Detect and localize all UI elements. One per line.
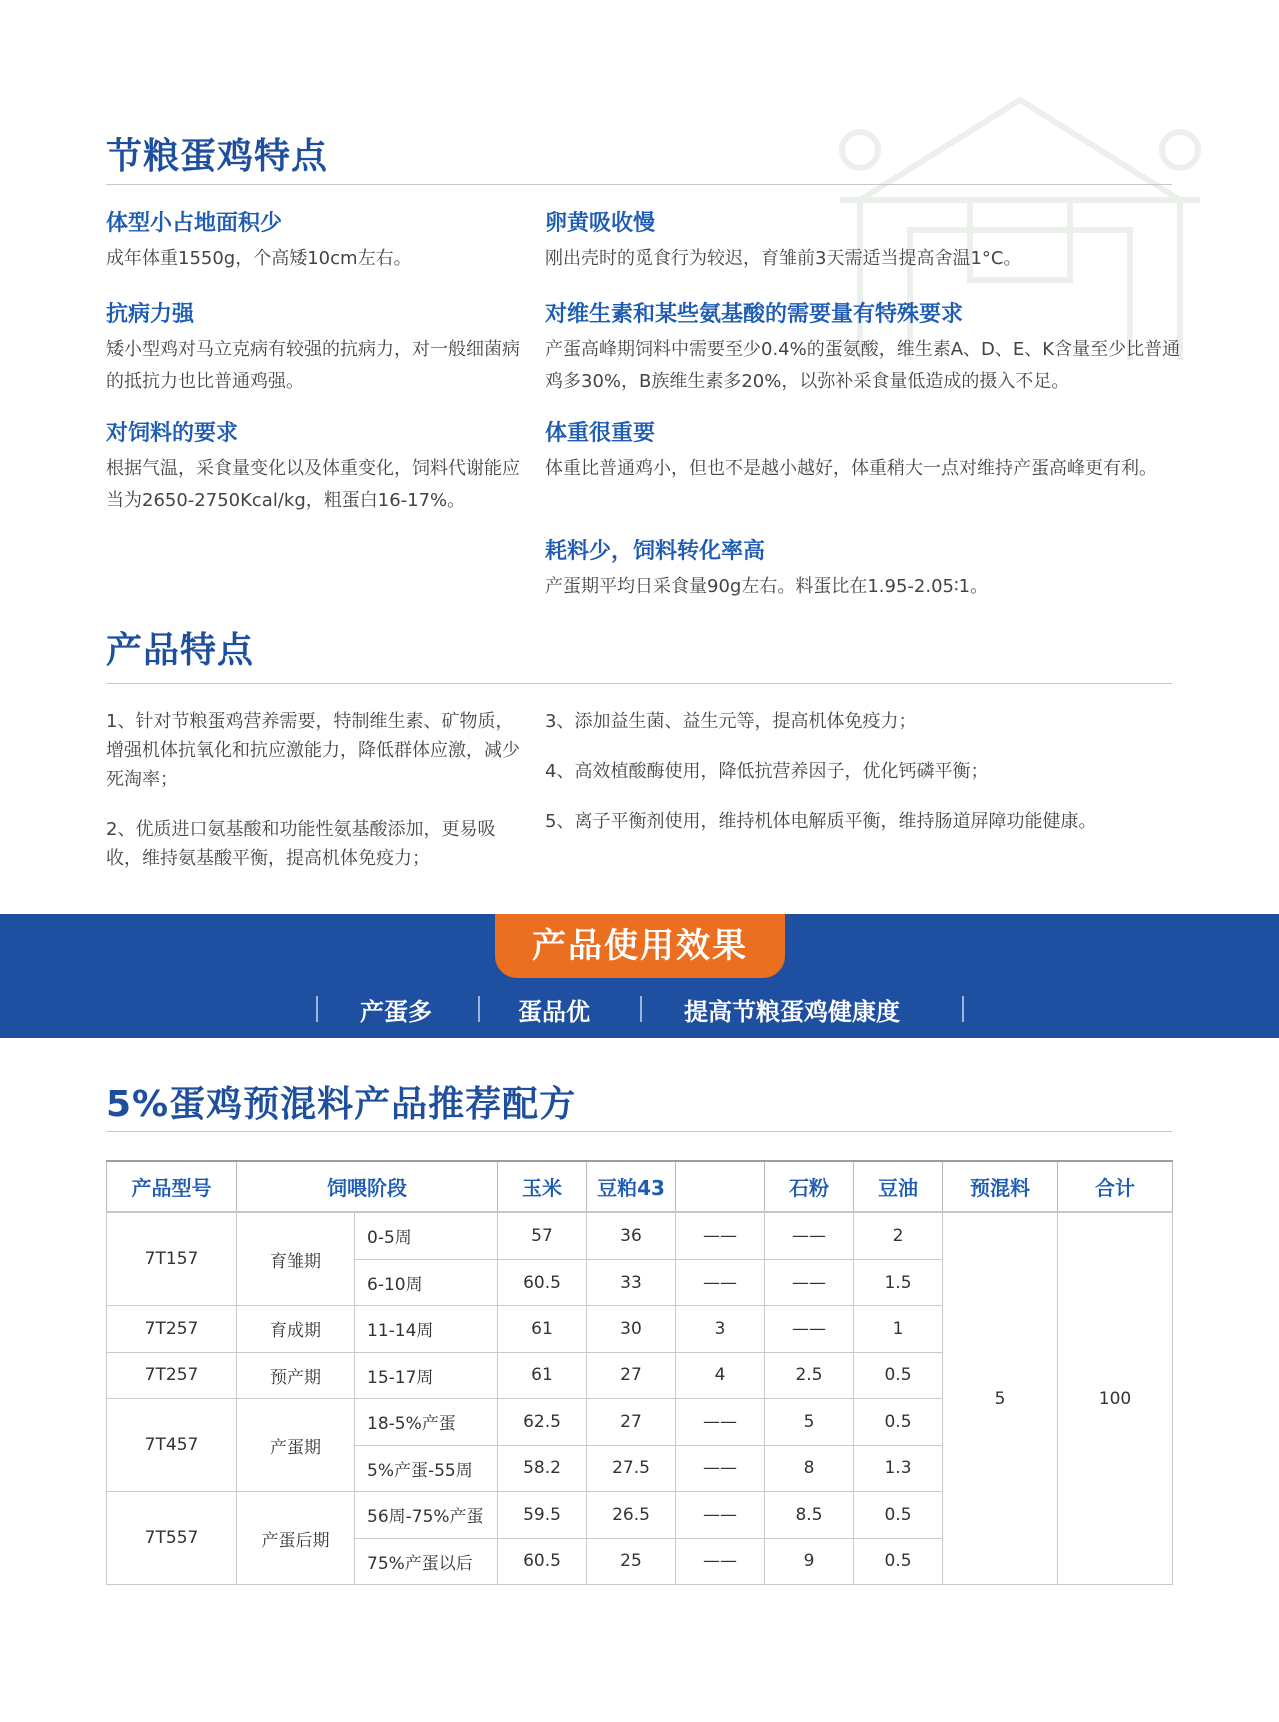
- separator: [316, 996, 318, 1022]
- corn-cell: 57: [498, 1212, 587, 1259]
- feature-heading: 体重很重要: [545, 421, 656, 446]
- section-title-formula: 5%蛋鸡预混料产品推荐配方: [106, 1084, 577, 1125]
- corn-cell: 60.5: [498, 1538, 587, 1585]
- product-feature-item: 5、离子平衡剂使用，维持机体电解质平衡，维持肠道屏障功能健康。: [545, 811, 1097, 832]
- corn-cell: 60.5: [498, 1259, 587, 1305]
- feature-block: [545, 297, 1185, 398]
- phase-cell: 产蛋后期: [237, 1492, 355, 1585]
- phase-cell: 育雏期: [237, 1212, 355, 1306]
- oil-cell: 0.5: [854, 1399, 943, 1445]
- oil-cell: 0.5: [854, 1352, 943, 1398]
- phase-cell: 育成期: [237, 1306, 355, 1352]
- soy-cell: 27: [587, 1352, 676, 1398]
- header-soybean-meal: 豆粕43: [587, 1161, 676, 1212]
- header-total: 合计: [1058, 1161, 1173, 1212]
- limestone-cell: 2.5: [765, 1352, 854, 1398]
- limestone-cell: ——: [765, 1212, 854, 1259]
- corn-cell: 61: [498, 1352, 587, 1398]
- formula-table: [106, 1160, 1173, 1585]
- model-cell: 7T257: [107, 1352, 237, 1398]
- corn-cell: 61: [498, 1306, 587, 1352]
- feature-block: [545, 534, 1185, 603]
- benefit-label: 产蛋多: [360, 998, 432, 1026]
- stage-cell: 75%产蛋以后: [355, 1538, 498, 1585]
- oil-cell: 1.5: [854, 1259, 943, 1305]
- benefit-label: 提高节粮蛋鸡健康度: [684, 998, 900, 1026]
- col5-cell: ——: [676, 1399, 765, 1445]
- feature-text: 产蛋期平均日采食量90g左右。料蛋比在1.95-2.05∶1。: [545, 576, 989, 597]
- separator: [478, 996, 480, 1022]
- header-limestone: 石粉: [765, 1161, 854, 1212]
- feature-text: 矮小型鸡对马立克病有较强的抗病力，对一般细菌病的抵抗力也比普通鸡强。: [106, 339, 520, 392]
- soy-cell: 25: [587, 1538, 676, 1585]
- stage-cell: 0-5周: [355, 1212, 498, 1259]
- phase-cell: 预产期: [237, 1352, 355, 1398]
- col5-cell: ——: [676, 1212, 765, 1259]
- stage-cell: 5%产蛋-55周: [355, 1445, 498, 1491]
- header-blank: [676, 1161, 765, 1212]
- header-model: 产品型号: [107, 1161, 237, 1212]
- col5-cell: ——: [676, 1445, 765, 1491]
- table-header-row: [107, 1161, 1173, 1212]
- stage-cell: 6-10周: [355, 1259, 498, 1305]
- soy-cell: 27: [587, 1399, 676, 1445]
- stage-cell: 18-5%产蛋: [355, 1399, 498, 1445]
- premix-cell: 5: [943, 1212, 1058, 1585]
- model-cell: 7T157: [107, 1212, 237, 1306]
- feature-heading: 抗病力强: [106, 302, 195, 327]
- soy-cell: 26.5: [587, 1492, 676, 1538]
- feature-text: 根据气温，采食量变化以及体重变化，饲料代谢能应当为2650-2750Kcal/kg，粗蛋白16-17%。: [106, 458, 520, 511]
- product-feature-item: 1、针对节粮蛋鸡营养需要，特制维生素、矿物质，增强机体抗氧化和抗应激能力，降低群体应激，减少死淘率；: [106, 711, 520, 790]
- header-soy-oil: 豆油: [854, 1161, 943, 1212]
- corn-cell: 59.5: [498, 1492, 587, 1538]
- oil-cell: 0.5: [854, 1492, 943, 1538]
- feature-block: [545, 416, 1185, 485]
- soy-cell: 27.5: [587, 1445, 676, 1491]
- separator: [962, 996, 964, 1022]
- benefit-label: 蛋品优: [518, 998, 590, 1026]
- section-title-product: 产品特点: [106, 630, 255, 671]
- col5-cell: ——: [676, 1492, 765, 1538]
- table-row: [107, 1212, 1173, 1259]
- product-feature-item: 4、高效植酸酶使用，降低抗营养因子，优化钙磷平衡；: [545, 761, 989, 782]
- header-phase: 饲喂阶段: [237, 1161, 498, 1212]
- limestone-cell: 9: [765, 1538, 854, 1585]
- feature-heading: 体型小占地面积少: [106, 211, 283, 236]
- feature-block: [106, 416, 536, 517]
- feature-block: [545, 206, 1185, 275]
- feature-heading: 对饲料的要求: [106, 421, 239, 446]
- limestone-cell: ——: [765, 1259, 854, 1305]
- feature-text: 体重比普通鸡小，但也不是越小越好，体重稍大一点对维持产蛋高峰更有利。: [545, 458, 1157, 479]
- oil-cell: 0.5: [854, 1538, 943, 1585]
- model-cell: 7T457: [107, 1399, 237, 1492]
- stage-cell: 15-17周: [355, 1352, 498, 1398]
- phase-cell: 产蛋期: [237, 1399, 355, 1492]
- divider: [106, 1131, 1172, 1132]
- soy-cell: 33: [587, 1259, 676, 1305]
- oil-cell: 2: [854, 1212, 943, 1259]
- soy-cell: 30: [587, 1306, 676, 1352]
- oil-cell: 1: [854, 1306, 943, 1352]
- total-cell: 100: [1058, 1212, 1173, 1585]
- col5-cell: ——: [676, 1259, 765, 1305]
- oil-cell: 1.3: [854, 1445, 943, 1491]
- stage-cell: 56周-75%产蛋: [355, 1492, 498, 1538]
- limestone-cell: 8.5: [765, 1492, 854, 1538]
- limestone-cell: 5: [765, 1399, 854, 1445]
- col5-cell: 4: [676, 1352, 765, 1398]
- corn-cell: 62.5: [498, 1399, 587, 1445]
- product-feature-item: 2、优质进口氨基酸和功能性氨基酸添加，更易吸收，维持氨基酸平衡，提高机体免疫力；: [106, 819, 496, 869]
- separator: [640, 996, 642, 1022]
- divider: [106, 184, 1172, 185]
- feature-block: [106, 297, 536, 398]
- feature-text: 产蛋高峰期饲料中需要至少0.4%的蛋氨酸，维生素A、D、E、K含量至少比普通鸡多30%，B族维生素多20%，以弥补采食量低造成的摄入不足。: [545, 339, 1181, 392]
- feature-heading: 卵黄吸收慢: [545, 211, 656, 236]
- header-corn: 玉米: [498, 1161, 587, 1212]
- feature-heading: 耗料少，饲料转化率高: [545, 539, 766, 564]
- corn-cell: 58.2: [498, 1445, 587, 1491]
- limestone-cell: 8: [765, 1445, 854, 1491]
- col5-cell: ——: [676, 1538, 765, 1585]
- stage-cell: 11-14周: [355, 1306, 498, 1352]
- feature-text: 成年体重1550g，个高矮10cm左右。: [106, 248, 412, 269]
- model-cell: 7T557: [107, 1492, 237, 1585]
- limestone-cell: ——: [765, 1306, 854, 1352]
- product-feature-item: 3、添加益生菌、益生元等，提高机体免疫力；: [545, 711, 917, 732]
- soy-cell: 36: [587, 1212, 676, 1259]
- effects-banner-title: 产品使用效果: [495, 914, 785, 978]
- divider: [106, 683, 1172, 684]
- feature-block: [106, 206, 536, 275]
- feature-heading: 对维生素和某些氨基酸的需要量有特殊要求: [545, 302, 964, 327]
- feature-text: 刚出壳时的觅食行为较迟，育雏前3天需适当提高舍温1°C。: [545, 248, 1022, 269]
- header-premix: 预混料: [943, 1161, 1058, 1212]
- col5-cell: 3: [676, 1306, 765, 1352]
- model-cell: 7T257: [107, 1306, 237, 1352]
- section-title-features: 节粮蛋鸡特点: [106, 136, 329, 177]
